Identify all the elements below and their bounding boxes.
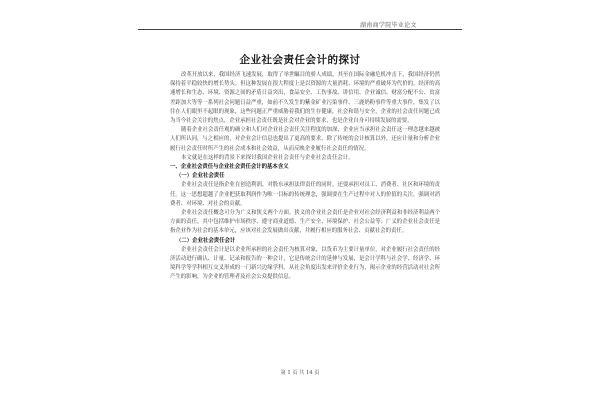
body-paragraph: 本文就是在这样的背景下来探讨我国企业社会责任与企业社会责任会计。	[181, 154, 354, 161]
subsection-heading: （一）企业社会责任	[176, 173, 225, 180]
page-footer: 第 1 页 共 14 页	[280, 370, 320, 376]
page-header: 湖南商学院毕业论文	[360, 22, 417, 29]
section-heading: 一、企业社会责任与企业社会责任会计的基本含义	[170, 164, 289, 171]
document-body	[170, 71, 440, 283]
body-paragraph: 改革开放以来，我国经济飞速发展，取得了举世瞩目的骄人成绩，其至在国际金融危机冲击下，我国经济仍然保持着平稳较快的增长势头。但这种发展在很大程度上是以资源的大量消耗、环境的严重破坏为代价的。经济的高速增长和生态、环境、资源之间的矛盾日益突出，食品安全、工伤事故、讲信用、企业诚信、财富分配不公、贫富差距加大等等一系列社会问题日益严重，如前不久发生的紫金矿业污染事件、三鹿奶粉事件等重大事件，集发了以往在人们眼里不起眼的现象，这些问题正严重威胁着我们的生存健康，社会和谐与安全，企业的社会责任问题已成为当今社会关注的焦点，企业承担社会责任既是社会对企业的要求，也是企业自身可持续发展的需要。	[170, 72, 440, 125]
body-paragraph: 企业社会责任会计是以企业所承担的社会责任为核算对象，以货币为主要计量单位，对企业履行社会责任的经济活动进行确认、计量、记录和报告的一种会计，它是传统会计的延伸与发展，是会计学科与社会学、经济学、环境科学等学科相互交叉形成的一门新兴边缘学科，从社会角度出发来评价企业行为，揭示企业的经营活动对社会所产生的影响，为企业的管理者及社会公众提供信息。	[170, 246, 440, 281]
body-paragraph: 企业社会责任概念可分为广义和狭义两个方面。狭义的企业社会责任是企业对社会经济利益和非经济利益两个方面的责任，其中包括维护市场秩序、遵守商业道德、生产安全、环境保护、社会公益等；广义的企业社会责任是指企业作为社会的基本单元，应该对社会发展做出贡献，并履行相应的服务社会、贡献社会的责任。	[170, 210, 440, 235]
subsection-heading: （二）企业社会责任会计	[176, 237, 236, 244]
document-page	[130, 0, 470, 400]
body-paragraph: 随着企业社会责任观的确立和人们对企业社会责任关注程度的加深，企业应当承担社会责任这一理念越来越被人们所认同，与之相应的，对企业会计信息也提出了更高的要求，除了传统的会计核算以外，还应计量和分析企业履行社会责任时所产生的社会成本和社会效益，从而反映企业履行社会责任的情况。	[170, 127, 440, 152]
header-divider	[138, 29, 462, 30]
body-paragraph: 企业社会责任是指企业在创造利润、对股东承担法律责任的同时，还要承担对员工、消费者、社区和环境的责任。这一思想超越了企业把获取利润作为唯一目标的传统理念，强调要在生产过程中对人的价值的关注，强调对消费者、对环境、对社会的贡献。	[170, 182, 440, 207]
document-title: 企业社会责任会计的探讨	[239, 54, 361, 66]
